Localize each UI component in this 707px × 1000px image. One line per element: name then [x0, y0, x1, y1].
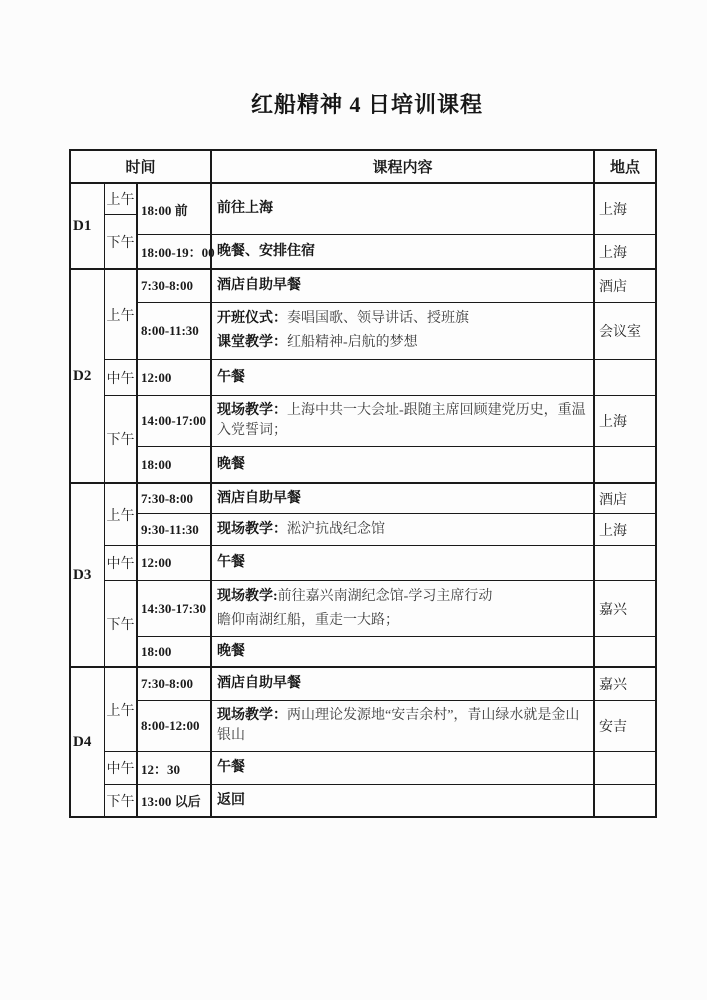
header-content: 课程内容	[212, 151, 595, 182]
location-cell: 上海	[599, 245, 627, 261]
ampm-cell: 中午	[105, 752, 136, 785]
day-cell: D2	[71, 270, 105, 482]
location-cell	[595, 752, 655, 784]
location-cell	[595, 546, 655, 580]
location-cell: 上海	[599, 203, 627, 218]
content-cell	[212, 184, 595, 234]
day-cell: D1	[71, 184, 105, 268]
ampm-column	[105, 184, 138, 268]
content-line: 午餐	[217, 555, 245, 570]
table-header-row	[71, 151, 655, 184]
content-line: 酒店自助早餐	[217, 490, 301, 506]
content-cell	[212, 235, 595, 268]
content-cell	[212, 546, 595, 580]
location-cell: 嘉兴	[599, 678, 627, 693]
schedule-row	[138, 303, 655, 360]
time-cell: 12:00	[138, 546, 212, 580]
content-line: 午餐	[217, 760, 245, 775]
location-cell	[595, 637, 655, 666]
location-cell: 嘉兴	[599, 602, 627, 618]
content-cell	[212, 396, 595, 446]
ampm-cell: 下午	[106, 433, 135, 448]
location-cell: 上海	[599, 523, 627, 539]
time-cell: 12：30	[138, 752, 212, 784]
content-cell	[212, 668, 595, 700]
schedule-row	[138, 184, 655, 235]
content-line: 前往上海	[217, 201, 273, 216]
day-block-d1	[71, 184, 655, 270]
schedule-row	[138, 785, 655, 816]
ampm-column	[105, 668, 138, 816]
location-cell: 酒店	[599, 492, 627, 508]
ampm-cell: 中午	[105, 360, 136, 396]
content-cell	[212, 270, 595, 302]
content-cell	[212, 514, 595, 545]
header-time: 时间	[71, 151, 212, 182]
location-cell: 上海	[599, 415, 627, 430]
ampm-cell: 下午	[106, 617, 135, 633]
ampm-cell: 中午	[105, 546, 136, 581]
content-cell	[212, 581, 595, 636]
content-cell	[212, 752, 595, 784]
day-cell: D4	[71, 668, 105, 816]
time-cell: 14:30-17:30	[138, 581, 212, 636]
content-cell	[212, 447, 595, 482]
header-location: 地点	[609, 160, 640, 176]
location-cell: 安吉	[599, 720, 627, 735]
ampm-cell: 上午	[105, 184, 136, 215]
content-line: 现场教学:前往嘉兴南湖纪念馆-学习主席行动	[217, 588, 493, 604]
ampm-cell: 上午	[105, 668, 136, 752]
schedule-row	[138, 360, 655, 396]
schedule-row	[138, 270, 655, 303]
document-title: 红船精神 4 日培训课程	[250, 92, 483, 117]
ampm-column	[105, 484, 138, 666]
time-cell: 18:00 前	[138, 184, 212, 234]
content-line: 现场教学：两山理论发源地“安吉余村”，青山绿水就是金山银山	[217, 708, 580, 743]
time-cell: 18:00	[138, 447, 212, 482]
schedule-row	[138, 701, 655, 752]
location-cell	[595, 447, 655, 482]
content-cell	[212, 484, 595, 513]
time-cell: 8:00-11:30	[138, 303, 212, 359]
ampm-cell: 下午	[106, 235, 135, 251]
schedule-row	[138, 581, 655, 637]
content-line: 酒店自助早餐	[217, 278, 301, 293]
content-line: 晚餐	[217, 456, 245, 472]
schedule-row	[138, 514, 655, 546]
schedule-table	[69, 149, 657, 818]
content-cell	[212, 701, 595, 751]
time-cell: 7:30-8:00	[138, 270, 212, 302]
time-cell: 8:00-12:00	[138, 701, 212, 751]
content-cell	[212, 303, 595, 359]
location-cell: 会议室	[599, 325, 641, 340]
content-line: 开班仪式：奏唱国歌、领导讲话、授班旗	[217, 311, 469, 326]
schedule-row	[138, 637, 655, 666]
day-cell: D3	[71, 484, 105, 666]
day-block-d4	[71, 668, 655, 816]
ampm-cell: 上午	[105, 270, 136, 360]
content-line: 现场教学：淞沪抗战纪念馆	[217, 521, 385, 537]
rows-column	[138, 184, 655, 268]
content-cell	[212, 637, 595, 666]
content-line: 晚餐、安排住宿	[217, 243, 315, 259]
content-line: 瞻仰南湖红船，重走一大路；	[217, 612, 399, 628]
schedule-row	[138, 396, 655, 447]
ampm-column	[105, 270, 138, 482]
ampm-cell: 上午	[105, 484, 136, 546]
location-cell: 酒店	[599, 280, 627, 295]
ampm-cell: 下午	[106, 794, 135, 810]
schedule-row	[138, 235, 655, 268]
time-cell: 7:30-8:00	[138, 668, 212, 700]
time-cell: 18:00-19：00	[138, 235, 212, 268]
schedule-row	[138, 752, 655, 785]
time-cell: 13:00 以后	[138, 785, 212, 816]
rows-column	[138, 668, 655, 816]
time-cell: 14:00-17:00	[138, 396, 212, 446]
rows-column	[138, 484, 655, 666]
content-line: 午餐	[217, 369, 245, 385]
time-cell: 12:00	[138, 360, 212, 395]
time-cell: 18:00	[138, 637, 212, 666]
location-cell	[595, 360, 655, 395]
time-cell: 7:30-8:00	[138, 484, 212, 513]
time-cell: 9:30-11:30	[138, 514, 212, 545]
day-block-d3	[71, 484, 655, 668]
schedule-row	[138, 484, 655, 514]
content-line: 现场教学：上海中共一大会址-跟随主席回顾建党历史，重温入党誓词；	[217, 403, 586, 438]
location-cell	[595, 785, 655, 816]
day-block-d2	[71, 270, 655, 484]
rows-column	[138, 270, 655, 482]
content-cell	[212, 360, 595, 395]
content-line: 酒店自助早餐	[217, 676, 301, 691]
schedule-row	[138, 668, 655, 701]
content-line: 课堂教学：红船精神-启航的梦想	[217, 335, 418, 350]
content-line: 晚餐	[217, 643, 245, 659]
schedule-row	[138, 447, 655, 482]
content-line: 返回	[217, 792, 245, 808]
schedule-row	[138, 546, 655, 581]
content-cell	[212, 785, 595, 816]
